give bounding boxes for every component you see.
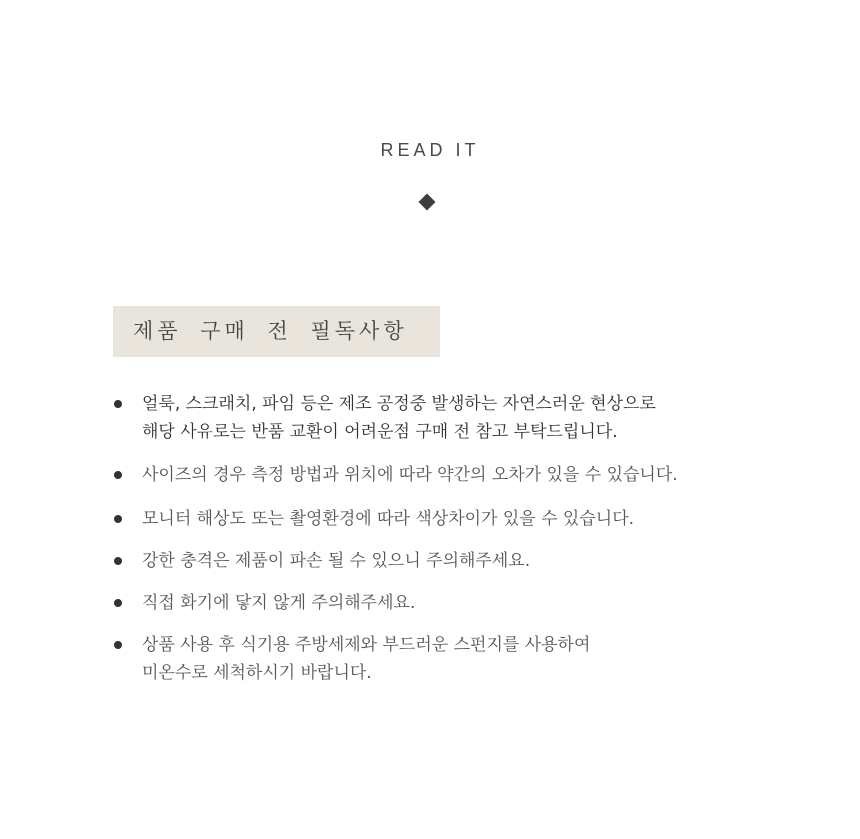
notice-title: 제품 구매 전 필독사항 <box>133 319 408 343</box>
notice-text: 얼룩, 스크래치, 파임 등은 제조 공정중 발생하는 자연스러운 현상으로 <box>142 394 656 414</box>
notice-title-box <box>113 306 440 357</box>
diamond-icon <box>419 194 436 211</box>
notice-text: 직접 화기에 닿지 않게 주의해주세요. <box>142 593 416 613</box>
bullet-icon <box>114 471 122 479</box>
notice-list <box>113 390 813 702</box>
notice-text: 미온수로 세척하시기 바랍니다. <box>142 663 372 683</box>
bullet-icon <box>114 641 122 649</box>
notice-item <box>113 390 813 446</box>
notice-item <box>113 505 813 533</box>
section-heading: READ IT <box>380 140 480 160</box>
notice-text: 강한 충격은 제품이 파손 될 수 있으니 주의해주세요. <box>142 551 531 571</box>
notice-text: 모니터 해상도 또는 촬영환경에 따라 색상차이가 있을 수 있습니다. <box>142 509 635 529</box>
notice-item <box>113 461 813 489</box>
bullet-icon <box>114 515 122 523</box>
notice-text: 상품 사용 후 식기용 주방세제와 부드러운 스펀지를 사용하여 <box>142 635 591 655</box>
notice-item <box>113 589 813 617</box>
notice-item <box>113 547 813 575</box>
notice-text: 사이즈의 경우 측정 방법과 위치에 따라 약간의 오차가 있을 수 있습니다. <box>142 465 678 485</box>
notice-item <box>113 631 813 687</box>
notice-text: 해당 사유로는 반품 교환이 어려운점 구매 전 참고 부탁드립니다. <box>142 422 618 442</box>
bullet-icon <box>114 400 122 408</box>
bullet-icon <box>114 557 122 565</box>
bullet-icon <box>114 599 122 607</box>
